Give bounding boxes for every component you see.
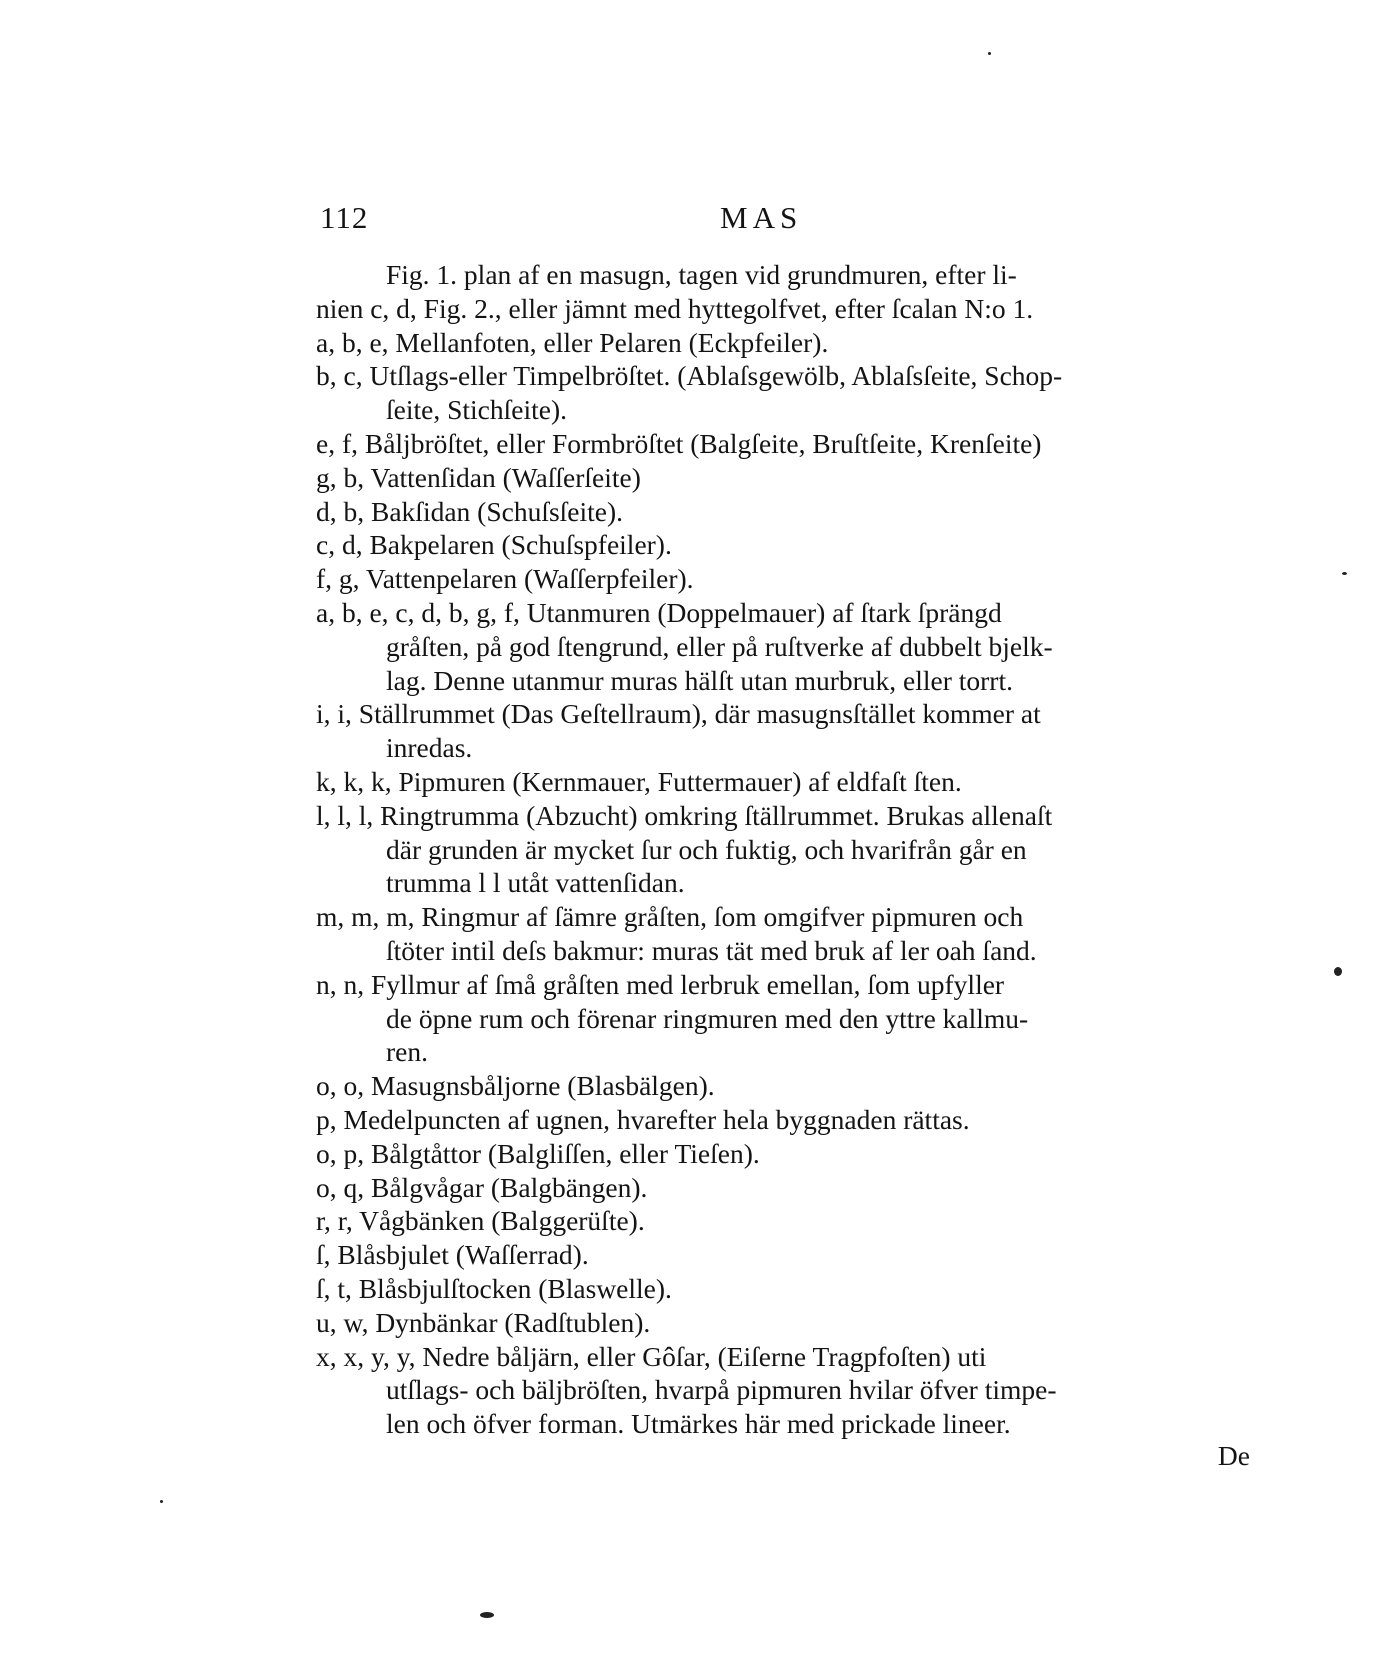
page-number: 112 bbox=[320, 200, 369, 235]
text-line: gråſten, på god ſtengrund, eller på ruſtverke af dubbelt bjelk- bbox=[386, 630, 1053, 662]
text-line: lag. Denne utanmur muras hälſt utan murbruk, eller torrt. bbox=[386, 664, 1013, 696]
scan-speck bbox=[1342, 572, 1347, 575]
text-line: n, n, Fyllmur af ſmå gråſten med lerbruk emellan, ſom upfyller bbox=[316, 968, 1005, 1000]
text-line: ſ, Blåsbjulet (Waſſerrad). bbox=[316, 1239, 589, 1271]
text-line: inredas. bbox=[386, 732, 473, 764]
text-line: b, c, Utſlags-eller Timpelbröſtet. (Ablaſsgewölb, Ablaſsſeite, Schop- bbox=[316, 360, 1063, 392]
page-body bbox=[316, 258, 1256, 1441]
text-line: o, o, Masugnsbåljorne (Blasbälgen). bbox=[316, 1070, 715, 1102]
scan-speck bbox=[988, 52, 991, 55]
text-line: a, b, e, Mellanfoten, eller Pelaren (Eckpfeiler). bbox=[316, 326, 829, 358]
scan-speck bbox=[480, 1612, 494, 1618]
text-line: a, b, e, c, d, b, g, f, Utanmuren (Doppelmauer) af ſtark ſprängd bbox=[316, 596, 1002, 628]
text-line: d, b, Bakſidan (Schuſsſeite). bbox=[316, 495, 624, 527]
text-line: k, k, k, Pipmuren (Kernmauer, Futtermauer) af eldfaſt ſten. bbox=[316, 765, 962, 797]
text-line: l, l, l, Ringtrumma (Abzucht) omkring ſtällrummet. Brukas allenaſt bbox=[316, 799, 1053, 831]
text-line: de öpne rum och förenar ringmuren med den yttre kallmu- bbox=[386, 1002, 1029, 1034]
text-line: trumma l l utåt vattenſidan. bbox=[386, 867, 685, 899]
text-line: ſeite, Stichſeite). bbox=[386, 394, 567, 426]
text-line: u, w, Dynbänkar (Radſtublen). bbox=[316, 1306, 651, 1338]
text-line: ſtöter intil deſs bakmur: muras tät med bruk af ler oah ſand. bbox=[386, 934, 1037, 966]
text-line: g, b, Vattenſidan (Waſſerſeite) bbox=[316, 461, 641, 493]
text-line: c, d, Bakpelaren (Schuſspfeiler). bbox=[316, 529, 672, 561]
text-line: f, g, Vattenpelaren (Waſſerpfeiler). bbox=[316, 563, 694, 595]
text-line: p, Medelpuncten af ugnen, hvarefter hela byggnaden rättas. bbox=[316, 1103, 970, 1135]
text-line: ren. bbox=[386, 1036, 428, 1068]
text-line: i, i, Ställrummet (Das Geſtellraum), där masugnsſtället kommer at bbox=[316, 698, 1041, 730]
text-line: o, p, Bålgtåttor (Balgliſſen, eller Tieſen). bbox=[316, 1137, 760, 1169]
text-line: e, f, Båljbröſtet, eller Formbröſtet (Balgſeite, Bruſtſeite, Krenſeite) bbox=[316, 427, 1042, 459]
catchword: De bbox=[1217, 1440, 1250, 1471]
text-line: ſ, t, Blåsbjulſtocken (Blaswelle). bbox=[316, 1272, 672, 1304]
text-line: m, m, m, Ringmur af ſämre gråſten, ſom omgifver pipmuren och bbox=[316, 901, 1024, 933]
scan-speck bbox=[1334, 967, 1342, 976]
text-line: len och öfver forman. Utmärkes här med prickade lineer. bbox=[386, 1408, 1011, 1440]
running-head: MAS bbox=[720, 200, 803, 235]
text-line: nien c, d, Fig. 2., eller jämnt med hyttegolfvet, efter ſcalan N:o 1. bbox=[316, 292, 1034, 324]
text-line: där grunden är mycket ſur och fuktig, och hvarifrån går en bbox=[386, 833, 1027, 865]
scan-speck bbox=[160, 1500, 163, 1503]
text-line: r, r, Vågbänken (Balggerüſte). bbox=[316, 1205, 645, 1237]
text-line: x, x, y, y, Nedre båljärn, eller Gôſar, (Eiſerne Tragpfoſten) uti bbox=[316, 1340, 987, 1372]
text-line: Fig. 1. plan af en masugn, tagen vid grundmuren, efter li- bbox=[386, 259, 1017, 290]
text-line: o, q, Bålgvågar (Balgbängen). bbox=[316, 1171, 648, 1203]
text-line: utſlags- och bäljbröſten, hvarpå pipmuren hvilar öfver timpe- bbox=[386, 1374, 1057, 1406]
